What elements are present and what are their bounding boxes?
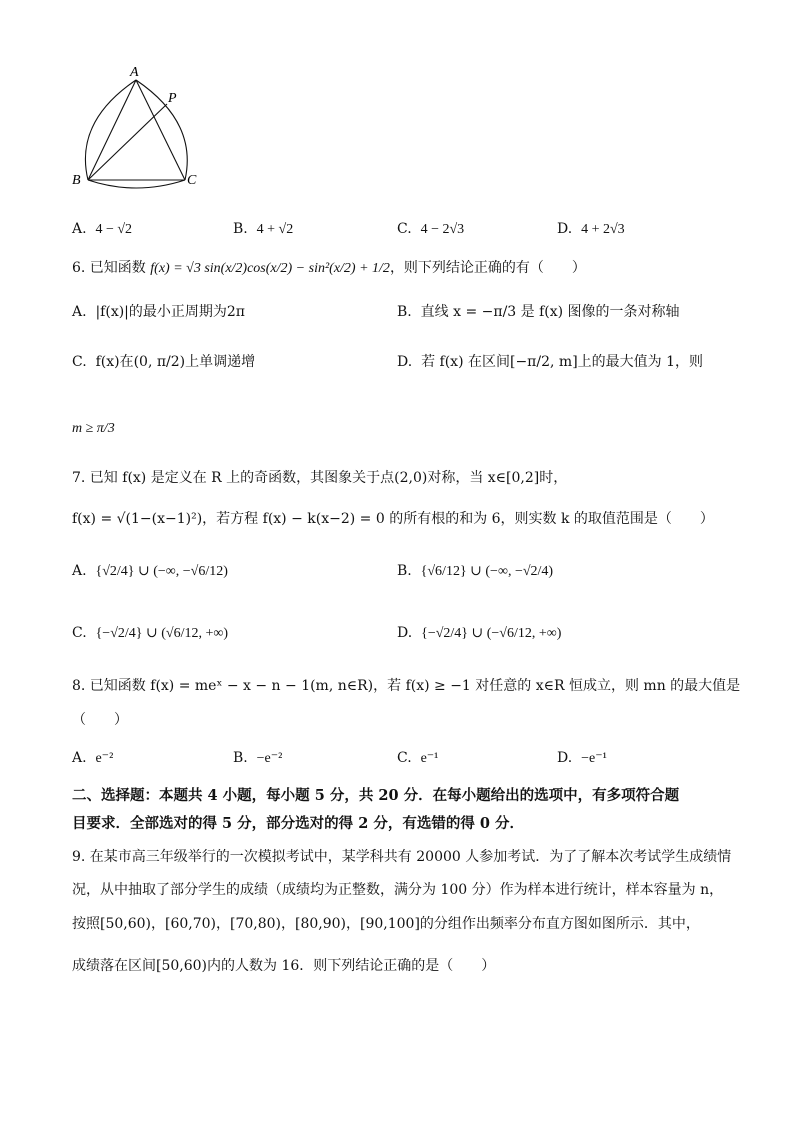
- q9-stem-line1: 9. 在某市高三年级举行的一次模拟考试中，某学科共有 20000 人参加考试．为了了解本次考试学生成绩情: [72, 849, 732, 865]
- label-p: P: [168, 91, 177, 106]
- q7-option-c: C. {−√2/4} ∪ (√6/12, +∞): [72, 625, 228, 641]
- q6-option-a: A. |f(x)|的最小正周期为2π: [72, 304, 246, 320]
- q6-option-b: B. 直线 x = −π/3 是 f(x) 图像的一条对称轴: [397, 304, 680, 320]
- q8-option-b: B. −e⁻²: [233, 750, 283, 766]
- q6-option-c: C. f(x)在(0, π/2)上单调递增: [72, 354, 256, 370]
- q9-stem-line2: 况，从中抽取了部分学生的成绩（成绩均为正整数，满分为 100 分）作为样本进行统计，样本容量为 n，: [72, 882, 724, 898]
- q5-option-d: D. 4 + 2√3: [557, 221, 625, 237]
- q5-option-b: B. 4 + √2: [233, 221, 294, 237]
- q6-stem: 6. 已知函数 f(x) = √3 sin(x/2)cos(x/2) − sin²(x/2) + 1/2，则下列结论正确的有（ ）: [72, 260, 586, 276]
- section2-heading-line2: 目要求．全部选对的得 5 分，部分选对的得 2 分，有选错的得 0 分．: [72, 815, 525, 832]
- section2-heading-line1: 二、选择题：本题共 4 小题，每小题 5 分，共 20 分．在每小题给出的选项中，有多项符合题: [72, 787, 680, 804]
- q7-stem-line2: f(x) = √(1−(x−1)²)，若方程 f(x) − k(x−2) = 0 的所有根的和为 6，则实数 k 的取值范围是（ ）: [72, 511, 714, 527]
- geometry-figure: [66, 62, 216, 197]
- segment-ab: [88, 80, 136, 180]
- q9-stem-line3: 按照[50,60)，[60,70)，[70,80)，[80,90)，[90,100]的分组作出频率分布直方图如图所示．其中，: [72, 916, 700, 932]
- q7-option-b: B. {√6/12} ∪ (−∞, −√2/4): [397, 563, 554, 579]
- label-c: C: [187, 173, 197, 188]
- q5-option-a: A. 4 − √2: [72, 221, 133, 237]
- q5-option-c: C. 4 − 2√3: [397, 221, 465, 237]
- label-a: A: [130, 65, 139, 80]
- label-b: B: [72, 173, 81, 188]
- arc-bc: [88, 180, 185, 188]
- q6-option-d: D. 若 f(x) 在区间[−π/2, m]上的最大值为 1，则: [397, 354, 704, 370]
- q8-option-c: C. e⁻¹: [397, 750, 439, 766]
- q7-option-a: A. {√2/4} ∪ (−∞, −√6/12): [72, 563, 228, 579]
- q8-stem-line1: 8. 已知函数 f(x) = meˣ − x − n − 1(m, n∈R)，若 f(x) ≥ −1 对任意的 x∈R 恒成立，则 mn 的最大值是: [72, 678, 741, 694]
- segment-ac: [136, 80, 185, 180]
- q7-stem-line1: 7. 已知 f(x) 是定义在 R 上的奇函数，其图象关于点(2,0)对称，当 x∈[0,2]时，: [72, 470, 568, 486]
- q9-stem-line4: 成绩落在区间[50,60)内的人数为 16．则下列结论正确的是（ ）: [72, 958, 496, 974]
- q8-option-a: A. e⁻²: [72, 750, 114, 766]
- q8-option-d: D. −e⁻¹: [557, 750, 607, 766]
- q8-stem-line2: （ ）: [72, 712, 128, 728]
- q7-option-d: D. {−√2/4} ∪ (−√6/12, +∞): [397, 625, 562, 641]
- q6-option-d-continuation: m ≥ π/3: [72, 421, 115, 436]
- segment-bp: [88, 104, 167, 180]
